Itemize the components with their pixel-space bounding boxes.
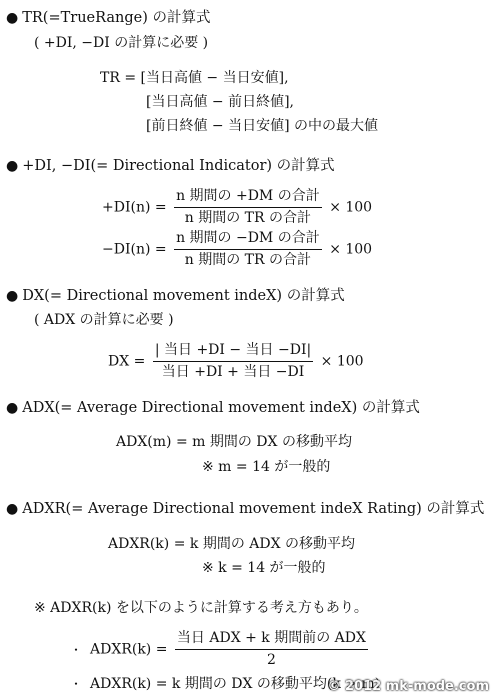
section-dx-title: ● DX(= Directional movement indeX) の計算式 [6,288,345,304]
plus-di-fraction: $\frac{\text{n 期間の +DM の合計}}{\text{n 期間の TR の合計}}$ [176,188,320,226]
tr-line-2: [当日高値 − 前日終値], [146,94,295,110]
dx-fraction: $\frac{\text{| 当日 +DI − 当日 −DI|}}{\text{当日 +DI + 当日 −DI}}$ [154,342,312,380]
adxr-alt-equation-1: ・ ADXR(k) = $\frac{\text{当日 ADX + k 期間前の ADX}}{2}$ [70,630,366,668]
bullet-icon: ● [6,400,19,416]
adxr-alt-fraction: $\frac{\text{当日 ADX + k 期間前の ADX}}{2}$ [176,630,366,668]
bullet-icon: ● [6,158,19,174]
adxr-line-2: ※ k = 14 が一般的 [202,560,326,576]
adx-line-2: ※ m = 14 が一般的 [202,459,331,475]
watermark: © 2012 mk-mode.com [327,679,489,694]
adxr-line-1: ADXR(k) = k 期間の ADX の移動平均 [108,536,356,552]
section-tr-title: ● TR(=TrueRange) の計算式 [6,10,211,26]
minus-di-fraction: $\frac{\text{n 期間の −DM の合計}}{\text{n 期間の TR の合計}}$ [176,230,320,268]
bullet-icon: ● [6,288,19,304]
minus-di-equation: −DI(n) = $\frac{\text{n 期間の −DM の合計}}{\text{n 期間の TR の合計}}$ × 100 [102,230,373,268]
tr-line-1: TR = [当日高値 − 当日安値], [100,70,289,86]
adxr-alt-equation-2: ・ ADXR(k) = k 期間の DX の移動平均(k > m) [70,676,381,692]
section-dx-note: ( ADX の計算に必要 ) [34,312,174,328]
adx-line-1: ADX(m) = m 期間の DX の移動平均 [116,434,352,450]
bullet-icon: ● [6,501,19,517]
tr-line-3: [前日終値 − 当日安値] の中の最大値 [146,118,379,134]
adxr-alt-note: ※ ADXR(k) を以下のように計算する考え方もあり。 [34,600,368,616]
plus-di-equation: +DI(n) = $\frac{\text{n 期間の +DM の合計}}{\text{n 期間の TR の合計}}$ × 100 [102,188,373,226]
bullet-icon: ● [6,10,19,26]
section-adxr-title: ● ADXR(= Average Directional movement indeX Rating) の計算式 [6,501,485,517]
dx-equation: DX = $\frac{\text{| 当日 +DI − 当日 −DI|}}{\text{当日 +DI + 当日 −DI}}$ × 100 [108,342,364,380]
section-di-title: ● +DI, −DI(= Directional Indicator) の計算式 [6,158,335,174]
section-adx-title: ● ADX(= Average Directional movement indeX) の計算式 [6,400,420,416]
section-tr-note: ( +DI, −DI の計算に必要 ) [34,35,209,51]
